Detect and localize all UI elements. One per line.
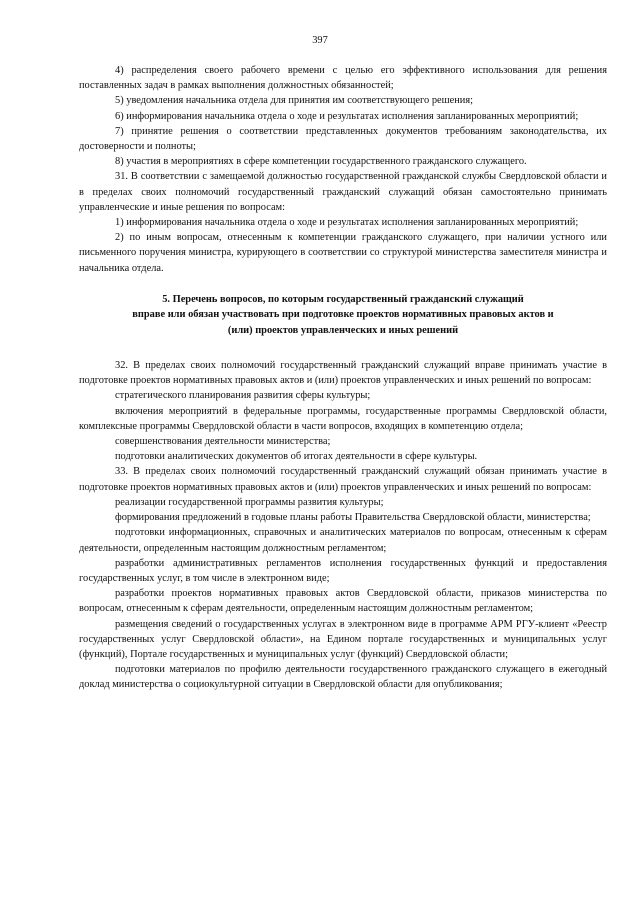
page-number: 397	[312, 35, 328, 46]
paragraph-clause-33: 33. В пределах своих полномочий государственный гражданский служащий обязан принимать участие в подготовке проектов нормативных правовых актов и (или) проектов управленческих и иных решений по вопросам:	[79, 466, 607, 493]
section-heading-line-1: 5. Перечень вопросов, по которым государственный гражданский служащий	[162, 293, 524, 305]
document-body	[79, 63, 607, 693]
paragraph-clause-31-item-2: 2) по иным вопросам, отнесенным к компетенции гражданского служащего, при наличии устного или письменного поручения министра, курирующего в соответствии со структурой министерства заместителя министра и начальника отдела.	[79, 232, 607, 274]
paragraph-clause-31-item-1: 1) информирования начальника отдела о ходе и результатах исполнения запланированных мероприятий;	[115, 217, 579, 229]
paragraph-clause-32: 32. В пределах своих полномочий государственный гражданский служащий вправе принимать участие в подготовке проектов нормативных правовых актов и (или) проектов управленческих и иных решений по вопросам:	[79, 360, 607, 387]
paragraph-clause-31: 31. В соответствии с замещаемой должностью государственной гражданской службы Свердловской области и в пределах своих полномочий государственный гражданский служащий обязан самостоятельно принимать управленческие и иные решения по вопросам:	[79, 171, 607, 213]
paragraph-duty-7: 7) принятие решения о соответствии представленных документов требованиям законодательства, их достоверности и полноты;	[79, 125, 607, 153]
paragraph-clause-32-item-3: совершенствования деятельности министерства;	[115, 436, 331, 448]
paragraph-duty-6: 6) информирования начальника отдела о ходе и результатах исполнения запланированных мероприятий;	[115, 110, 579, 122]
paragraph-duty-5: 5) уведомления начальника отдела для принятия им соответствующего решения;	[115, 95, 474, 107]
section-heading	[79, 292, 607, 338]
paragraph-duty-4: 4) распределения своего рабочего времени с целью его эффективного использования для решения поставленных задач в рамках выполнения должностных обязанностей;	[79, 65, 607, 92]
paragraph-clause-33-item-5: разработки проектов нормативных правовых актов Свердловской области, приказов министерства по вопросам, отнесенным к сферам деятельности, определенным настоящим должностным регламентом;	[79, 588, 607, 615]
paragraph-clause-33-item-7: подготовки материалов по профилю деятельности государственного гражданского служащего в ежегодный доклад министерства о социокультурной ситуации в Свердловской области для опубликования;	[79, 664, 607, 691]
paragraph-clause-32-item-1: стратегического планирования развития сферы культуры;	[115, 390, 371, 402]
paragraph-clause-33-item-3: подготовки информационных, справочных и аналитических материалов по вопросам, отнесенным к сферам деятельности, определенным настоящим должностным регламентом;	[79, 527, 607, 554]
paragraph-clause-32-item-2: включения мероприятий в федеральные программы, государственные программы Свердловской области, комплексные программы Свердловской области в части вопросов, входящих в компетенцию отдела;	[79, 405, 607, 432]
paragraph-duty-8: 8) участия в мероприятиях в сфере компетенции государственного гражданского служащего.	[115, 156, 527, 168]
paragraph-clause-33-item-4: разработки административных регламентов исполнения государственных функций и предоставления государственных услуг, в том числе в электронном виде;	[79, 557, 607, 584]
section-heading-line-3: (или) проектов управленческих и иных решений	[227, 324, 459, 336]
paragraph-clause-33-item-6: размещения сведений о государственных услугах в электронном виде в программе АРМ РГУ-клиент «Реестр государственных услуг Свердловской области», на Едином портале государственных и муниципальных услуг (функций), Портале государственных и муниципальных услуг (функций) Свердловской области;	[79, 618, 607, 660]
section-heading-line-2: вправе или обязан участвовать при подготовке проектов нормативных правовых актов и	[132, 309, 554, 321]
paragraph-clause-33-item-2: формирования предложений в годовые планы работы Правительства Свердловской области, министерства;	[115, 512, 591, 524]
paragraph-clause-32-item-4: подготовки аналитических документов об итогах деятельности в сфере культуры.	[115, 451, 478, 463]
paragraph-clause-33-item-1: реализации государственной программы развития культуры;	[115, 496, 384, 508]
